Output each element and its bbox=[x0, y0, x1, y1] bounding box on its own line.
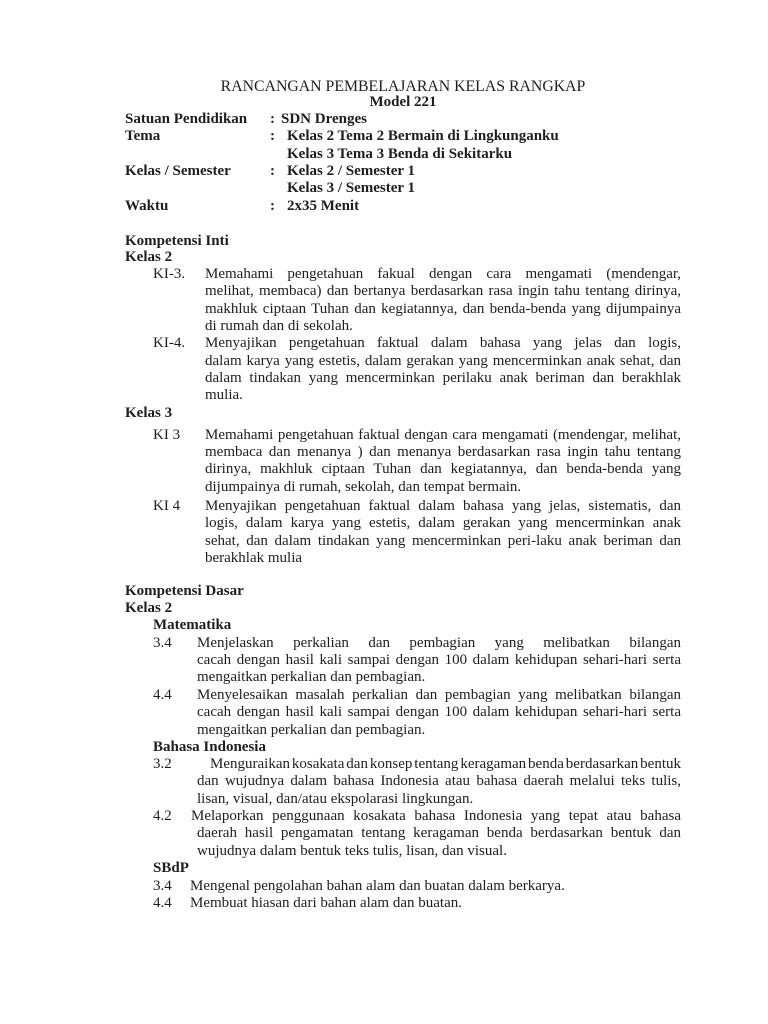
kd-line-text: Membuat hiasan dari bahan alam dan buatan. bbox=[190, 895, 462, 911]
kd-line bbox=[190, 895, 462, 912]
ki-code: KI 3 bbox=[153, 427, 181, 443]
ki-line bbox=[205, 533, 681, 550]
ki-line bbox=[205, 479, 681, 496]
kd-line-text: lisan, visual, dan/atau ekspolarasi lingkungan. bbox=[197, 791, 474, 807]
kd-line-text: cacah dengan hasil kali sampai dengan 100 dalam kehidupan sehari-hari serta bbox=[197, 652, 681, 668]
ki-line-text: Memahami pengetahuan faktual dengan cara mengamati (mendengar, melihat, bbox=[205, 427, 681, 443]
kd-line-text: daerah hasil pengamatan tentang keragaman benda berdasarkan bentuk dan bbox=[197, 825, 681, 841]
ki-line bbox=[205, 301, 681, 318]
ki-line-text: Memahami pengetahuan fakual dengan cara mengamati (mendengar, bbox=[205, 266, 681, 282]
kd-line bbox=[190, 878, 565, 895]
subject-heading-sbdp: SBdP bbox=[153, 860, 189, 876]
kd-code: 3.4 bbox=[153, 635, 172, 651]
document-subtitle: Model 221 bbox=[369, 94, 437, 110]
ki-line bbox=[205, 370, 681, 387]
ki-line bbox=[205, 550, 681, 567]
kd-line bbox=[191, 808, 681, 825]
kd-line-text: Mengenal pengolahan bahan alam dan buatan dalam berkarya. bbox=[190, 878, 565, 894]
colon-separator: : bbox=[270, 198, 275, 214]
kd-code: 3.4 bbox=[153, 878, 172, 894]
kd-code: 3.2 bbox=[153, 756, 172, 772]
kd-line bbox=[210, 756, 681, 773]
ki-line bbox=[205, 461, 681, 478]
kd-line bbox=[197, 773, 681, 790]
kd-line bbox=[197, 825, 681, 842]
kd-line bbox=[197, 652, 681, 669]
kd-code: 4.4 bbox=[153, 895, 172, 911]
class-heading: Kelas 3 bbox=[125, 405, 173, 421]
ki-line-text: Menyajikan pengetahuan faktual dalam bahasa yang jelas dan logis, bbox=[205, 335, 681, 351]
ki-line-text: Menyajikan pengetahuan faktual dalam bahasa yang jelas, sistematis, dan bbox=[205, 498, 681, 514]
ki-line bbox=[205, 498, 681, 515]
ki-line bbox=[205, 283, 681, 300]
kd-code: 4.2 bbox=[153, 808, 172, 824]
kd-line-text: cacah dengan hasil kali sampai dengan 100 dalam kehidupan sehari-hari serta bbox=[197, 704, 681, 720]
ki-line bbox=[205, 515, 681, 532]
colon-separator: : bbox=[270, 111, 275, 127]
class-heading: Kelas 2 bbox=[125, 600, 173, 616]
ki-line-text: dalam tindakan yang mencerminkan perilaku anak beriman dan berakhlak bbox=[205, 370, 681, 386]
kd-code: 4.4 bbox=[153, 687, 172, 703]
kd-line-text: Menyelesaikan masalah perkalian dan pembagian yang melibatkan bilangan bbox=[197, 687, 681, 703]
identity-value-waktu: 2x35 Menit bbox=[287, 198, 360, 214]
ki-line bbox=[205, 335, 681, 352]
ki-line bbox=[205, 353, 681, 370]
kd-line bbox=[197, 687, 681, 704]
identity-label-kelas-semester: Kelas / Semester bbox=[125, 163, 231, 179]
colon-separator: : bbox=[270, 128, 275, 144]
identity-value-kelas-semester: Kelas 3 / Semester 1 bbox=[287, 180, 416, 196]
kd-line-text: Melaporkan penggunaan kosakata bahasa Indonesia yang tepat atau bahasa bbox=[191, 808, 681, 824]
kd-line-text: Menjelaskan perkalian dan pembagian yang melibatkan bilangan bbox=[197, 635, 681, 651]
ki-line-text: dijumpainya di rumah, sekolah, dan tempat bermain. bbox=[205, 479, 522, 495]
colon-separator: : bbox=[270, 163, 275, 179]
ki-line bbox=[205, 427, 681, 444]
kd-line-text: mengaitkan perkalian dan pembagian. bbox=[197, 722, 426, 738]
kd-line bbox=[197, 843, 681, 860]
ki-line bbox=[205, 266, 681, 283]
identity-label-satuan-pendidikan: Satuan Pendidikan bbox=[125, 111, 248, 127]
ki-code: KI 4 bbox=[153, 498, 181, 514]
kd-line bbox=[197, 791, 681, 808]
identity-label-tema: Tema bbox=[125, 128, 161, 144]
identity-value-tema: Kelas 2 Tema 2 Bermain di Lingkunganku bbox=[287, 128, 559, 144]
ki-line-text: membaca dan menanya ) dan menanya berdasarkan rasa ingin tahu tentang bbox=[205, 444, 681, 460]
identity-value-tema: Kelas 3 Tema 3 Benda di Sekitarku bbox=[287, 146, 513, 162]
class-heading: Kelas 2 bbox=[125, 249, 173, 265]
ki-line-text: logis, dalam karya yang estetis, dalam gerakan yang mencerminkan anak bbox=[205, 515, 681, 531]
ki-line-text: dirinya, makhluk ciptaan Tuhan dan kegiatannya, dan benda-benda yang bbox=[205, 461, 681, 477]
ki-line bbox=[205, 387, 681, 404]
subject-heading-bahasa-indonesia: Bahasa Indonesia bbox=[153, 739, 266, 755]
identity-label-waktu: Waktu bbox=[125, 198, 169, 214]
ki-line-text: berakhlak mulia bbox=[205, 550, 303, 566]
ki-line-text: di rumah dan di sekolah. bbox=[205, 318, 353, 334]
ki-line-text: melihat, membaca) dan bertanya berdasarkan rasa ingin tahu tentang dirinya, bbox=[205, 283, 681, 299]
ki-line-text: sehat, dan dalam tindakan yang mencerminkan peri-laku anak beriman dan bbox=[205, 533, 681, 549]
ki-code: KI-4. bbox=[153, 335, 186, 351]
identity-value-kelas-semester: Kelas 2 / Semester 1 bbox=[287, 163, 416, 179]
kd-line-text: wujudnya dalam bentuk teks tulis, lisan, dan visual. bbox=[197, 843, 507, 859]
ki-line-text: mulia. bbox=[205, 387, 243, 403]
kd-line-text: dan wujudnya dalam bahasa Indonesia atau bahasa daerah melalui teks tulis, bbox=[197, 773, 681, 789]
ki-line-text: makhluk ciptaan Tuhan dan kegiatannya, dan benda-benda yang dijumpainya bbox=[205, 301, 681, 317]
ki-line bbox=[205, 318, 681, 335]
ki-code: KI-3. bbox=[153, 266, 186, 282]
section-heading-kompetensi-dasar: Kompetensi Dasar bbox=[125, 583, 244, 599]
kd-line-text: mengaitkan perkalian dan pembagian. bbox=[197, 669, 426, 685]
section-heading-kompetensi-inti: Kompetensi Inti bbox=[125, 233, 229, 249]
identity-value-satuan-pendidikan: SDN Drenges bbox=[281, 111, 367, 127]
ki-line-text: dalam karya yang estetis, dalam gerakan yang mencerminkan anak sehat, dan bbox=[205, 353, 681, 369]
kd-line-text: Menguraikan kosakata dan konsep tentang keragaman benda berdasarkan bentuk bbox=[210, 756, 681, 772]
kd-line bbox=[197, 704, 681, 721]
ki-line bbox=[205, 444, 681, 461]
kd-line bbox=[197, 669, 681, 686]
kd-line bbox=[197, 635, 681, 652]
document-title: RANCANGAN PEMBELAJARAN KELAS RANGKAP bbox=[220, 78, 586, 95]
kd-line bbox=[197, 722, 681, 739]
subject-heading-matematika: Matematika bbox=[153, 617, 232, 633]
